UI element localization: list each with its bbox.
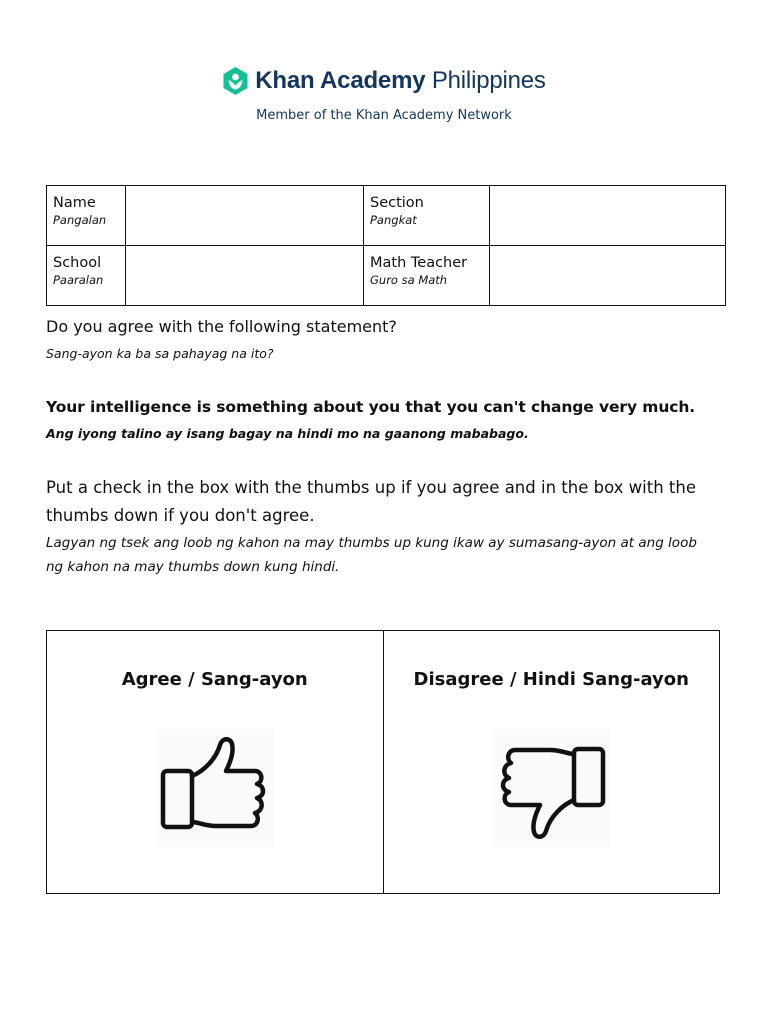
brand-bold: Khan Academy <box>255 67 426 94</box>
instruction-sub: Lagyan ng tsek ang loob ng kahon na may thumbs up kung ikaw ay sumasang-ayon at ang loob ng kahon na may thumbs down kung hindi. <box>46 535 697 575</box>
name-sub: Pangalan <box>53 213 107 227</box>
question-prompt-sub: Sang-ayon ka ba sa pahayag na ito? <box>46 346 274 361</box>
header <box>0 66 768 123</box>
agree-box[interactable] <box>47 631 383 893</box>
tagline: Member of the Khan Academy Network <box>256 108 512 123</box>
question-prompt: Do you agree with the following statement? <box>46 317 397 336</box>
thumbs-up-icon <box>156 729 274 847</box>
brand-light: Philippines <box>431 67 546 94</box>
section-field[interactable] <box>490 186 726 246</box>
statement-sub: Ang iyong talino ay isang bagay na hindi mo na gaanong mababago. <box>46 426 529 441</box>
brand-name <box>255 67 545 95</box>
table-row <box>47 186 726 246</box>
school-label: School <box>53 255 102 271</box>
statement: Your intelligence is something about you that you can't change very much. <box>46 398 696 416</box>
section-label: Section <box>370 195 424 211</box>
table-row <box>47 246 726 306</box>
student-info-table <box>46 185 726 306</box>
instruction: Put a check in the box with the thumbs up if you agree and in the box with the thumbs down if you don't agree. <box>46 478 696 525</box>
agree-label: Agree / Sang-ayon <box>121 669 308 690</box>
section-sub: Pangkat <box>370 213 417 227</box>
school-label-cell <box>47 246 126 306</box>
choice-boxes <box>46 630 720 894</box>
teacher-label-cell <box>364 246 490 306</box>
name-field[interactable] <box>126 186 364 246</box>
teacher-label: Math Teacher <box>370 255 468 271</box>
name-label-cell <box>47 186 126 246</box>
logo <box>222 66 545 96</box>
section-label-cell <box>364 186 490 246</box>
teacher-sub: Guro sa Math <box>370 273 448 287</box>
khan-hexagon-icon <box>222 66 249 96</box>
thumbs-down-icon <box>492 729 610 847</box>
disagree-label: Disagree / Hindi Sang-ayon <box>413 669 689 690</box>
school-field[interactable] <box>126 246 364 306</box>
disagree-box[interactable] <box>383 631 720 893</box>
teacher-field[interactable] <box>490 246 726 306</box>
school-sub: Paaralan <box>53 273 104 287</box>
name-label: Name <box>53 195 96 211</box>
